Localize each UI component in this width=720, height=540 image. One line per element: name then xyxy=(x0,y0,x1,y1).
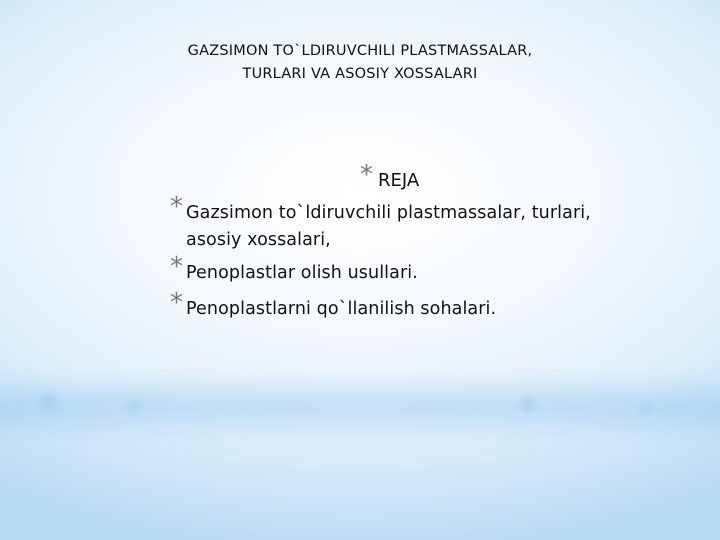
slide-title xyxy=(0,40,720,86)
plan-heading-label: REJA xyxy=(378,170,420,191)
bullet-item xyxy=(170,288,640,323)
bullet-asterisk-marker: * xyxy=(170,252,183,282)
bullet-item xyxy=(170,252,640,287)
bullet-text: Gazsimon to`ldiruvchili plastmassalar, turlari, asosiy xossalari, xyxy=(186,203,591,250)
background-bokeh xyxy=(40,392,58,410)
background-glow-band xyxy=(0,372,720,442)
slide-title-line-2: TURLARI VA ASOSIY XOSSALARI xyxy=(242,66,478,82)
bullet-text: Penoplastlarni qo`llanilish sohalari. xyxy=(186,299,497,319)
bullet-asterisk-marker: * xyxy=(170,288,183,318)
bullet-asterisk-marker: * xyxy=(170,192,183,222)
bullet-text: Penoplastlar olish usullari. xyxy=(186,263,418,283)
background-bokeh xyxy=(128,400,140,412)
background-bokeh xyxy=(640,404,650,414)
bullet-item xyxy=(170,192,640,254)
plan-asterisk-marker: * xyxy=(360,160,373,190)
background-bokeh xyxy=(520,396,536,412)
slide-title-line-1: GAZSIMON TO`LDIRUVCHILI PLASTMASSALAR, xyxy=(187,43,533,59)
